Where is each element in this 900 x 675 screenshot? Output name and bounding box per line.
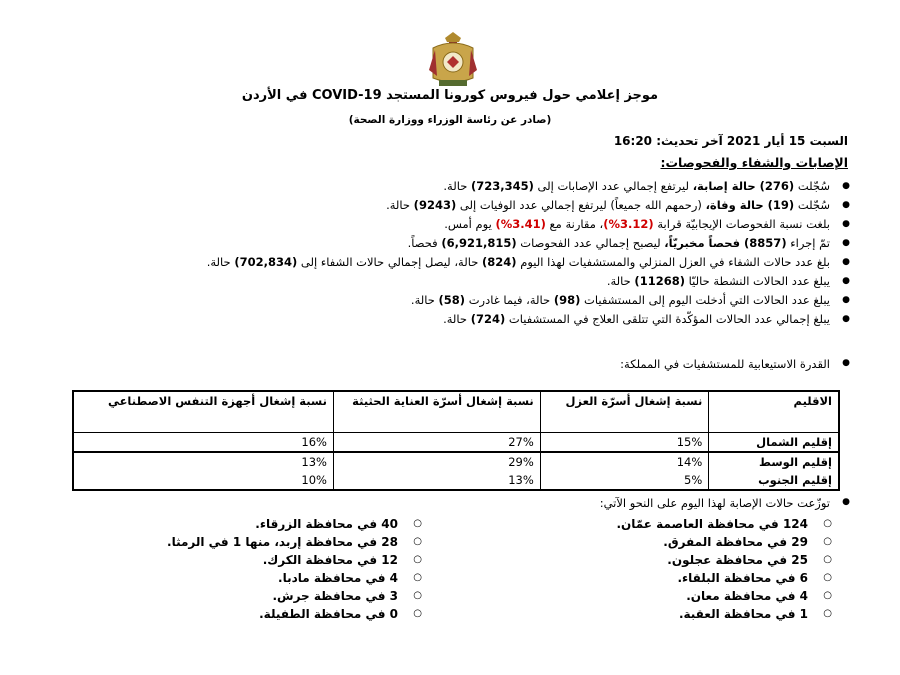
stats-bullet-list — [60, 177, 850, 329]
list-item: ● بلغت نسبة الفحوصات الإيجابيّة قرابة (3.12%)، مقارنة مع (3.41%) يوم أمس. — [60, 215, 850, 234]
distribution-list-right — [502, 515, 832, 623]
isolation-cell: 15% — [540, 433, 709, 453]
list-item: ○ 4 في محافظة معان. — [502, 587, 832, 605]
isolation-cell: 14% — [540, 452, 709, 471]
list-item: ○ 12 في محافظة الكرك. — [62, 551, 422, 569]
table-header-row — [73, 391, 839, 433]
section-title: الإصابات والشفاء والفحوصات: — [660, 155, 848, 170]
icu-cell: 13% — [333, 471, 540, 490]
list-item: ● سُجّلت (276) حالة إصابة، ليرتفع إجمالي عدد الإصابات إلى (723,345) حالة. — [60, 177, 850, 196]
column-header: نسبة إشغال أجهزة التنفس الاصطناعي — [107, 394, 327, 408]
list-item: ● بلغ عدد حالات الشفاء في العزل المنزلي والمستشفيات لهذا اليوم (824) حالة، ليصل إجمالي حالات الشفاء إلى (702,834) حالة. — [60, 253, 850, 272]
region-cell: إقليم الجنوب — [709, 471, 839, 490]
table-row — [73, 433, 839, 453]
list-item: ● يبلغ إجمالي عدد الحالات المؤكّدة التي تتلقى العلاج في المستشفيات (724) حالة. — [60, 310, 850, 329]
ventilator-cell: 16% — [301, 435, 327, 449]
ventilator-cell: 13% — [301, 455, 327, 469]
column-header: نسبة إشغال أسرّة العزل — [540, 391, 709, 433]
list-item: ● تمّ إجراء (8857) فحصاً مخبريّاً، ليصبح إجمالي عدد الفحوصات (6,921,815) فحصاً. — [60, 234, 850, 253]
capacity-intro: ● القدرة الاستيعابية للمستشفيات في المملكة: — [620, 357, 850, 371]
list-item: ○ 0 في محافظة الطفيلة. — [62, 605, 422, 623]
royal-crest-icon — [423, 30, 483, 90]
update-dateline: السبت 15 أيار 2021 آخر تحديث: 16:20 — [613, 134, 848, 148]
list-item: ● يبلغ عدد الحالات التي أدخلت اليوم إلى المستشفيات (98) حالة، فيما غادرت (58) حالة. — [60, 291, 850, 310]
list-item: ○ 25 في محافظة عجلون. — [502, 551, 832, 569]
ventilator-cell: 10% — [301, 473, 327, 487]
list-item: ○ 29 في محافظة المفرق. — [502, 533, 832, 551]
distribution-list-left — [62, 515, 422, 623]
distribution-intro: ● توزّعت حالات الإصابة لهذا اليوم على النحو الآتي: — [600, 496, 850, 510]
list-item: ○ 1 في محافظة العقبة. — [502, 605, 832, 623]
region-cell: إقليم الشمال — [709, 433, 839, 453]
table-row — [73, 471, 839, 490]
icu-cell: 29% — [333, 452, 540, 471]
list-item: ● يبلغ عدد الحالات النشطة حاليّا (11268) حالة. — [60, 272, 850, 291]
list-item: ○ 28 في محافظة إربد، منها 1 في الرمثا. — [62, 533, 422, 551]
list-item: ● سُجّلت (19) حالة وفاة، (رحمهم الله جميعاً) ليرتفع إجمالي عدد الوفيات إلى (9243) حالة. — [60, 196, 850, 215]
icu-cell: 27% — [333, 433, 540, 453]
column-header: نسبة إشغال أسرّة العناية الحثيثة — [333, 391, 540, 433]
document-subtitle: (صادر عن رئاسة الوزراء ووزارة الصحة) — [348, 114, 552, 126]
column-header: الاقليم — [709, 391, 839, 433]
list-item: ○ 6 في محافظة البلقاء. — [502, 569, 832, 587]
hospital-capacity-table — [72, 390, 840, 491]
list-item: ○ 3 في محافظة جرش. — [62, 587, 422, 605]
region-cell: إقليم الوسط — [709, 452, 839, 471]
list-item: ○ 124 في محافظة العاصمة عمّان. — [502, 515, 832, 533]
table-row — [73, 452, 839, 471]
isolation-cell: 5% — [540, 471, 709, 490]
list-item: ○ 40 في محافظة الزرقاء. — [62, 515, 422, 533]
document-title: موجز إعلامي حول فيروس كورونا المستجد COVID-19 في الأردن — [241, 88, 659, 103]
list-item: ○ 4 في محافظة مادبا. — [62, 569, 422, 587]
